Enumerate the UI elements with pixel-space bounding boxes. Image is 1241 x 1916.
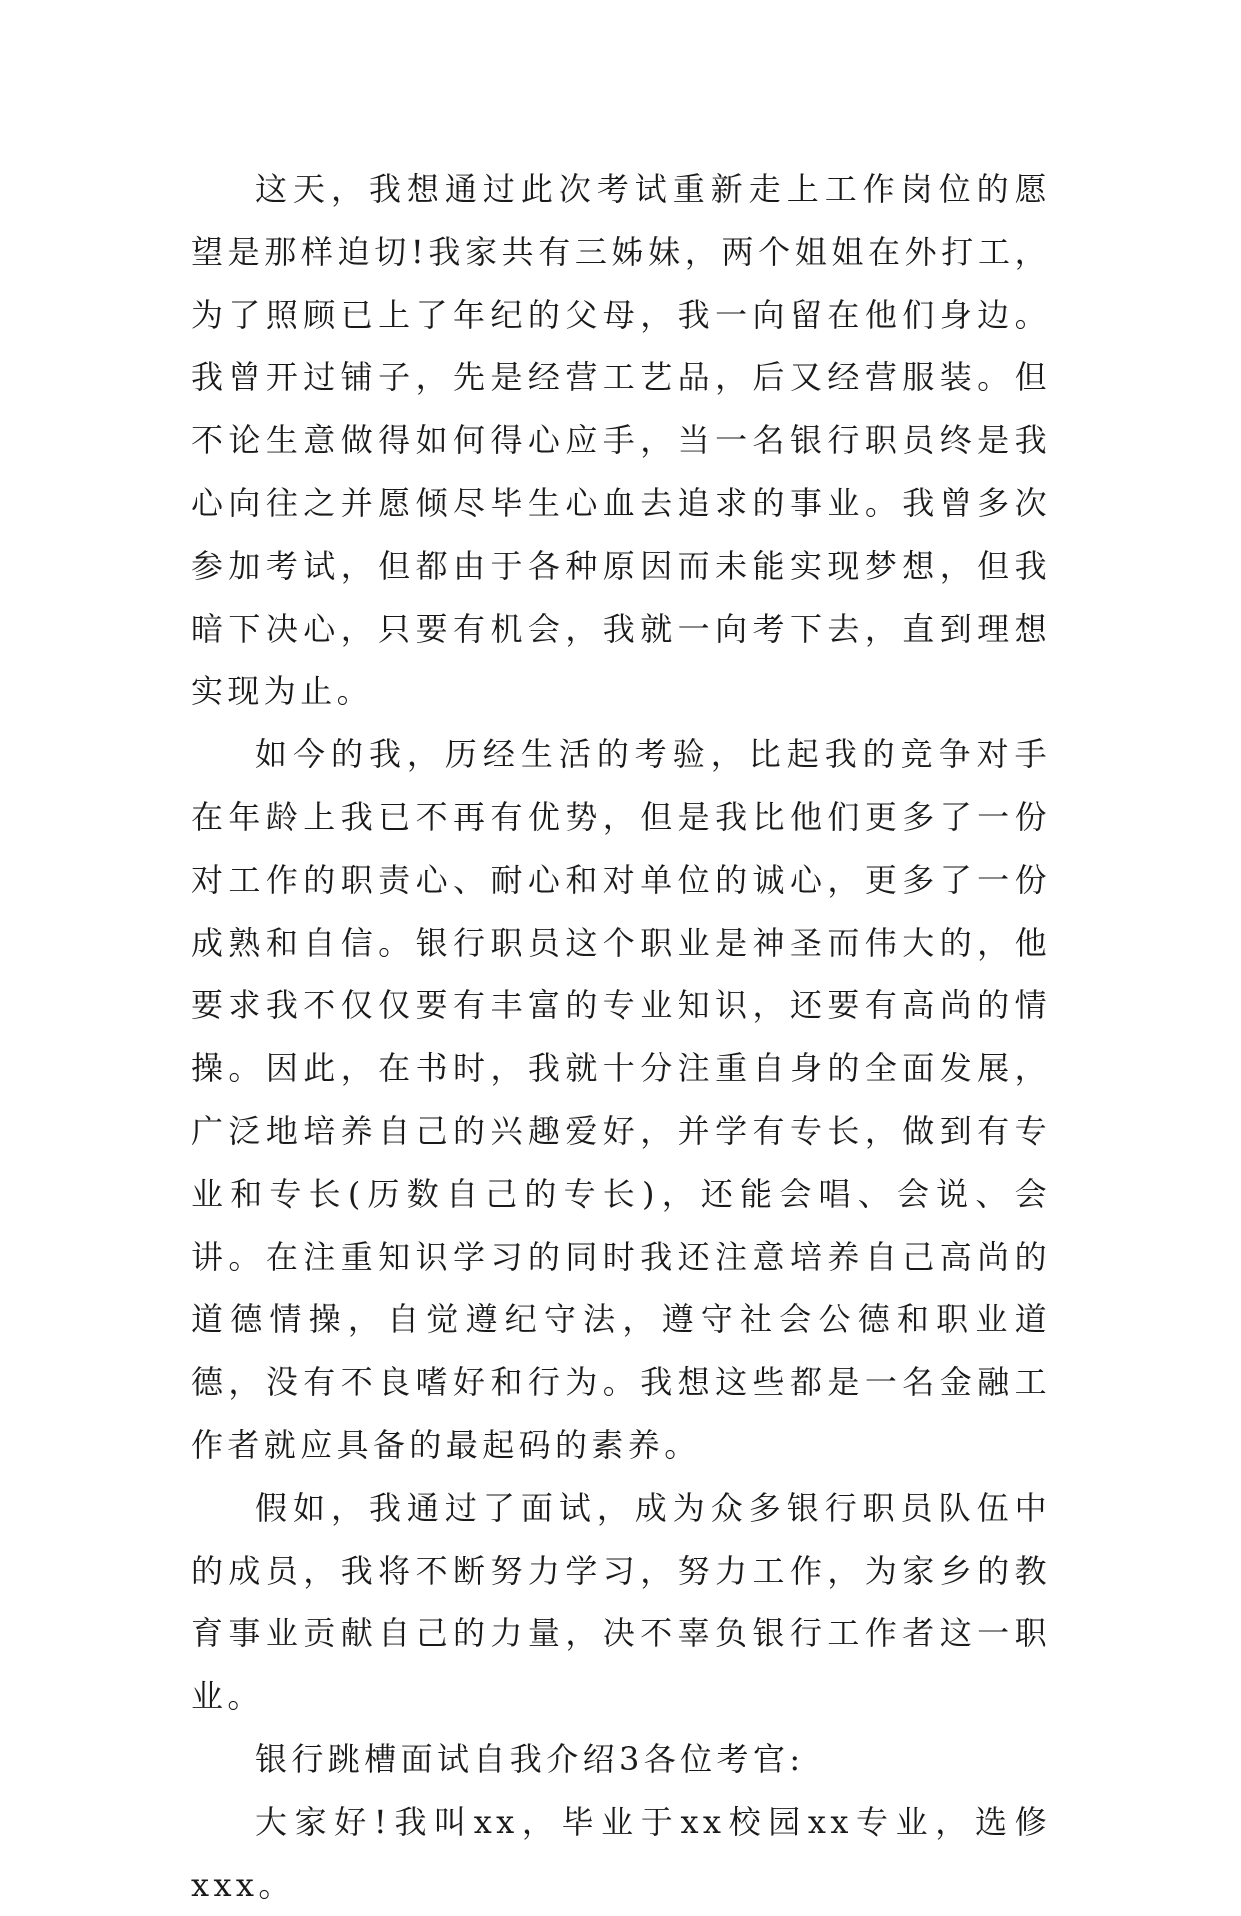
paragraph-2: 如今的我，历经生活的考验，比起我的竞争对手在年龄上我已不再有优势，但是我比他们更多了一份对工作的职责心、耐心和对单位的诚心，更多了一份成熟和自信。银行职员这个职业是神圣而伟大的，他要求我不仅仅要有丰富的专业知识，还要有高尚的情操。因此，在书时，我就十分注重自身的全面发展，广泛地培养自己的兴趣爱好，并学有专长，做到有专业和专长(历数自己的专长)，还能会唱、会说、会讲。在注重知识学习的同时我还注意培养自己高尚的道德情操，自觉遵纪守法，遵守社会公德和职业道德，没有不良嗜好和行为。我想这些都是一名金融工作者就应具备的最起码的素养。: [191, 735, 1051, 1464]
paragraph-4: 银行跳槽面试自我介绍3各位考官:: [255, 1739, 805, 1778]
paragraph-3: 假如，我通过了面试，成为众多银行职员队伍中的成员，我将不断努力学习，努力工作，为家乡的教育事业贡献自己的力量，决不辜负银行工作者这一职业。: [191, 1488, 1051, 1716]
paragraph-5: 大家好!我叫xx，毕业于xx校园xx专业，选修xxx。: [191, 1802, 1051, 1904]
paragraph-1: 这天，我想通过此次考试重新走上工作岗位的愿望是那样迫切!我家共有三姊妹，两个姐姐在外打工，为了照顾已上了年纪的父母，我一向留在他们身边。我曾开过铺子，先是经营工艺品，后又经营服装。但不论生意做得如何得心应手，当一名银行职员终是我心向往之并愿倾尽毕生心血去追求的事业。我曾多次参加考试，但都由于各种原因而未能实现梦想，但我暗下决心，只要有机会，我就一向考下去，直到理想实现为止。: [191, 170, 1051, 711]
document-body: [191, 158, 1051, 1916]
